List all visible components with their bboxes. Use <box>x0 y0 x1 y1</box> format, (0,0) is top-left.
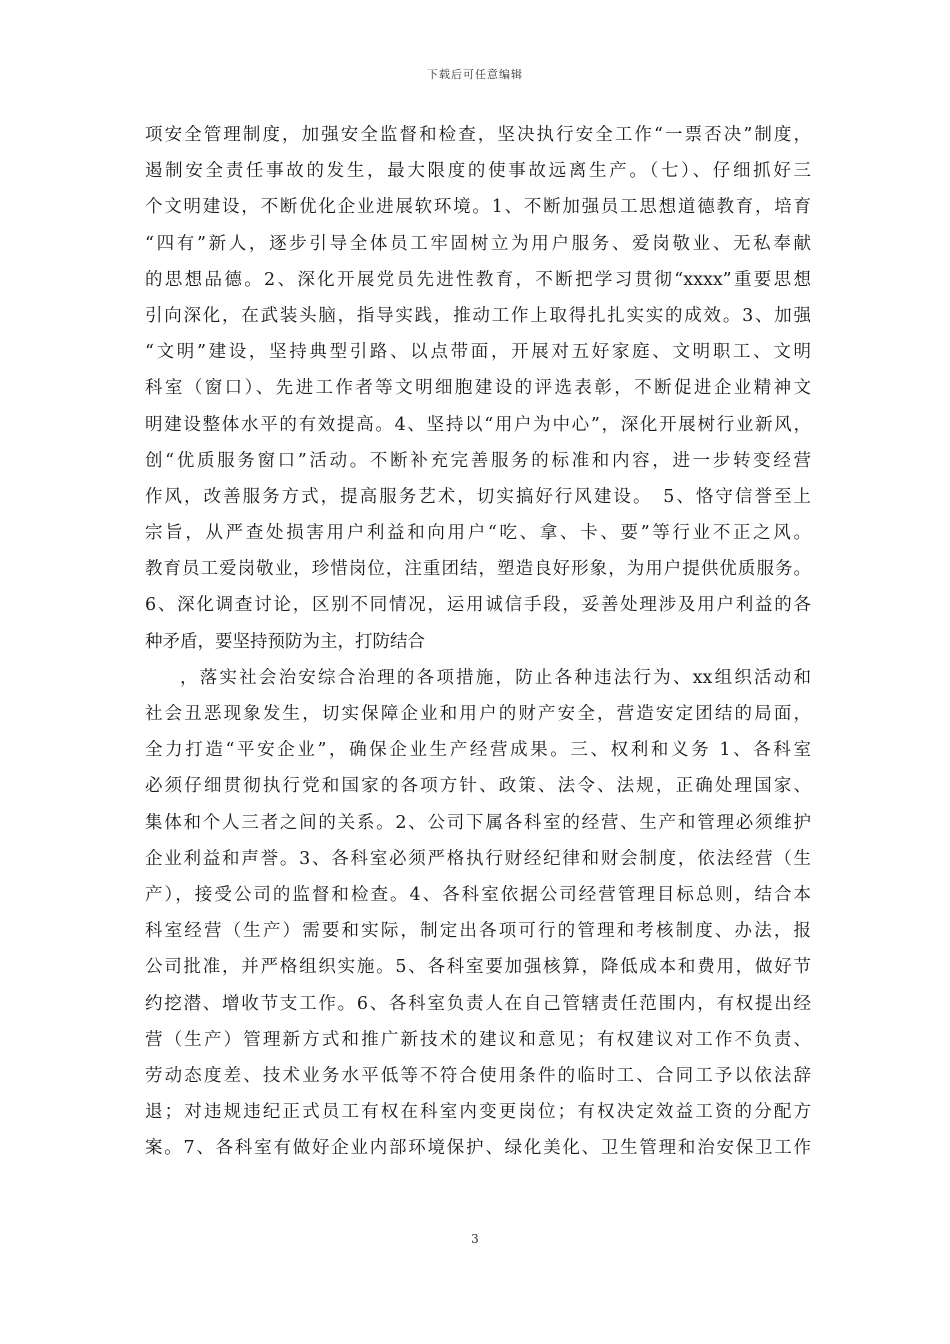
text-line: 种矛盾，要坚持预防为主，打防结合 <box>145 631 425 652</box>
text-line: ，落实社会治安综合治理的各项措施，防止各种违法行为、xx组织活动和 <box>180 667 811 688</box>
text-line: 全力打造“平安企业”，确保企业生产经营成果。三、权利和义务 1、各科室 <box>145 740 811 761</box>
text-line: 必须仔细贯彻执行党和国家的各项方针、政策、法令、法规，正确处理国家、 <box>145 776 811 797</box>
text-line: 项安全管理制度，加强安全监督和检查，坚决执行安全工作“一票否决”制度， <box>145 125 811 145</box>
text-line: 公司批准，并严格组织实施。5、各科室要加强核算，降低成本和费用，做好节 <box>145 957 811 978</box>
document-body <box>145 117 811 1166</box>
text-line: 企业利益和声誉。3、各科室必须严格执行财经纪律和财会制度，依法经营（生 <box>145 848 811 869</box>
text-line: 退；对违规违纪正式员工有权在科室内变更岗位；有权决定效益工资的分配方 <box>145 1102 811 1123</box>
text-line: 科室（窗口）、先进工作者等文明细胞建设的评选表彰，不断促进企业精神文 <box>145 378 811 399</box>
text-line: 的思想品德。2、深化开展党员先进性教育，不断把学习贯彻“xxxx”重要思想 <box>145 269 811 290</box>
text-line: 教育员工爱岗敬业，珍惜岗位，注重团结，塑造良好形象，为用户提供优质服务。 <box>145 559 811 580</box>
text-line: 作风，改善服务方式，提高服务艺术，切实搞好行风建设。 5、恪守信誉至上 <box>145 486 811 507</box>
text-line: 遏制安全责任事故的发生，最大限度的使事故远离生产。（七）、仔细抓好三 <box>145 161 811 182</box>
text-line: 营（生产）管理新方式和推广新技术的建议和意见；有权建议对工作不负责、 <box>145 1029 811 1050</box>
text-line: “四有”新人，逐步引导全体员工牢固树立为用户服务、爱岗敬业、无私奉献 <box>145 233 811 254</box>
paragraph-1 <box>145 117 811 660</box>
page-number: 3 <box>471 1232 479 1246</box>
text-line: “文明”建设，坚持典型引路、以点带面，开展对五好家庭、文明职工、文明 <box>145 342 811 363</box>
text-line: 明建设整体水平的有效提高。4、坚持以“用户为中心”，深化开展树行业新风， <box>145 414 811 435</box>
text-line: 集体和个人三者之间的关系。2、公司下属各科室的经营、生产和管理必须维护 <box>145 812 811 833</box>
text-line: 社会丑恶现象发生，切实保障企业和用户的财产安全，营造安定团结的局面， <box>145 704 811 724</box>
text-line: 案。7、各科室有做好企业内部环境保护、绿化美化、卫生管理和治安保卫工作 <box>145 1138 811 1159</box>
text-line: 科室经营（生产）需要和实际，制定出各项可行的管理和考核制度、办法，报 <box>145 921 811 942</box>
text-line: 创“优质服务窗口”活动。不断补充完善服务的标准和内容，进一步转变经营 <box>145 450 811 471</box>
text-line: 产），接受公司的监督和检查。4、各科室依据公司经营管理目标总则，结合本 <box>145 884 811 905</box>
text-line: 6、深化调查讨论，区别不同情况，运用诚信手段，妥善处理涉及用户利益的各 <box>145 595 811 616</box>
text-line: 劳动态度差、技术业务水平低等不符合使用条件的临时工、合同工予以依法辞 <box>145 1065 811 1086</box>
text-line: 引向深化，在武装头脑，指导实践，推动工作上取得扎扎实实的成效。3、加强 <box>145 305 811 326</box>
page-header: 下载后可任意编辑 <box>427 68 523 81</box>
text-line: 约挖潜、增收节支工作。6、各科室负责人在自己管辖责任范围内，有权提出经 <box>145 993 811 1014</box>
paragraph-2 <box>145 660 811 1167</box>
text-line: 个文明建设，不断优化企业进展软环境。1、不断加强员工思想道德教育，培育 <box>145 197 811 218</box>
text-line: 宗旨，从严查处损害用户利益和向用户“吃、拿、卡、要”等行业不正之风。 <box>145 523 811 544</box>
